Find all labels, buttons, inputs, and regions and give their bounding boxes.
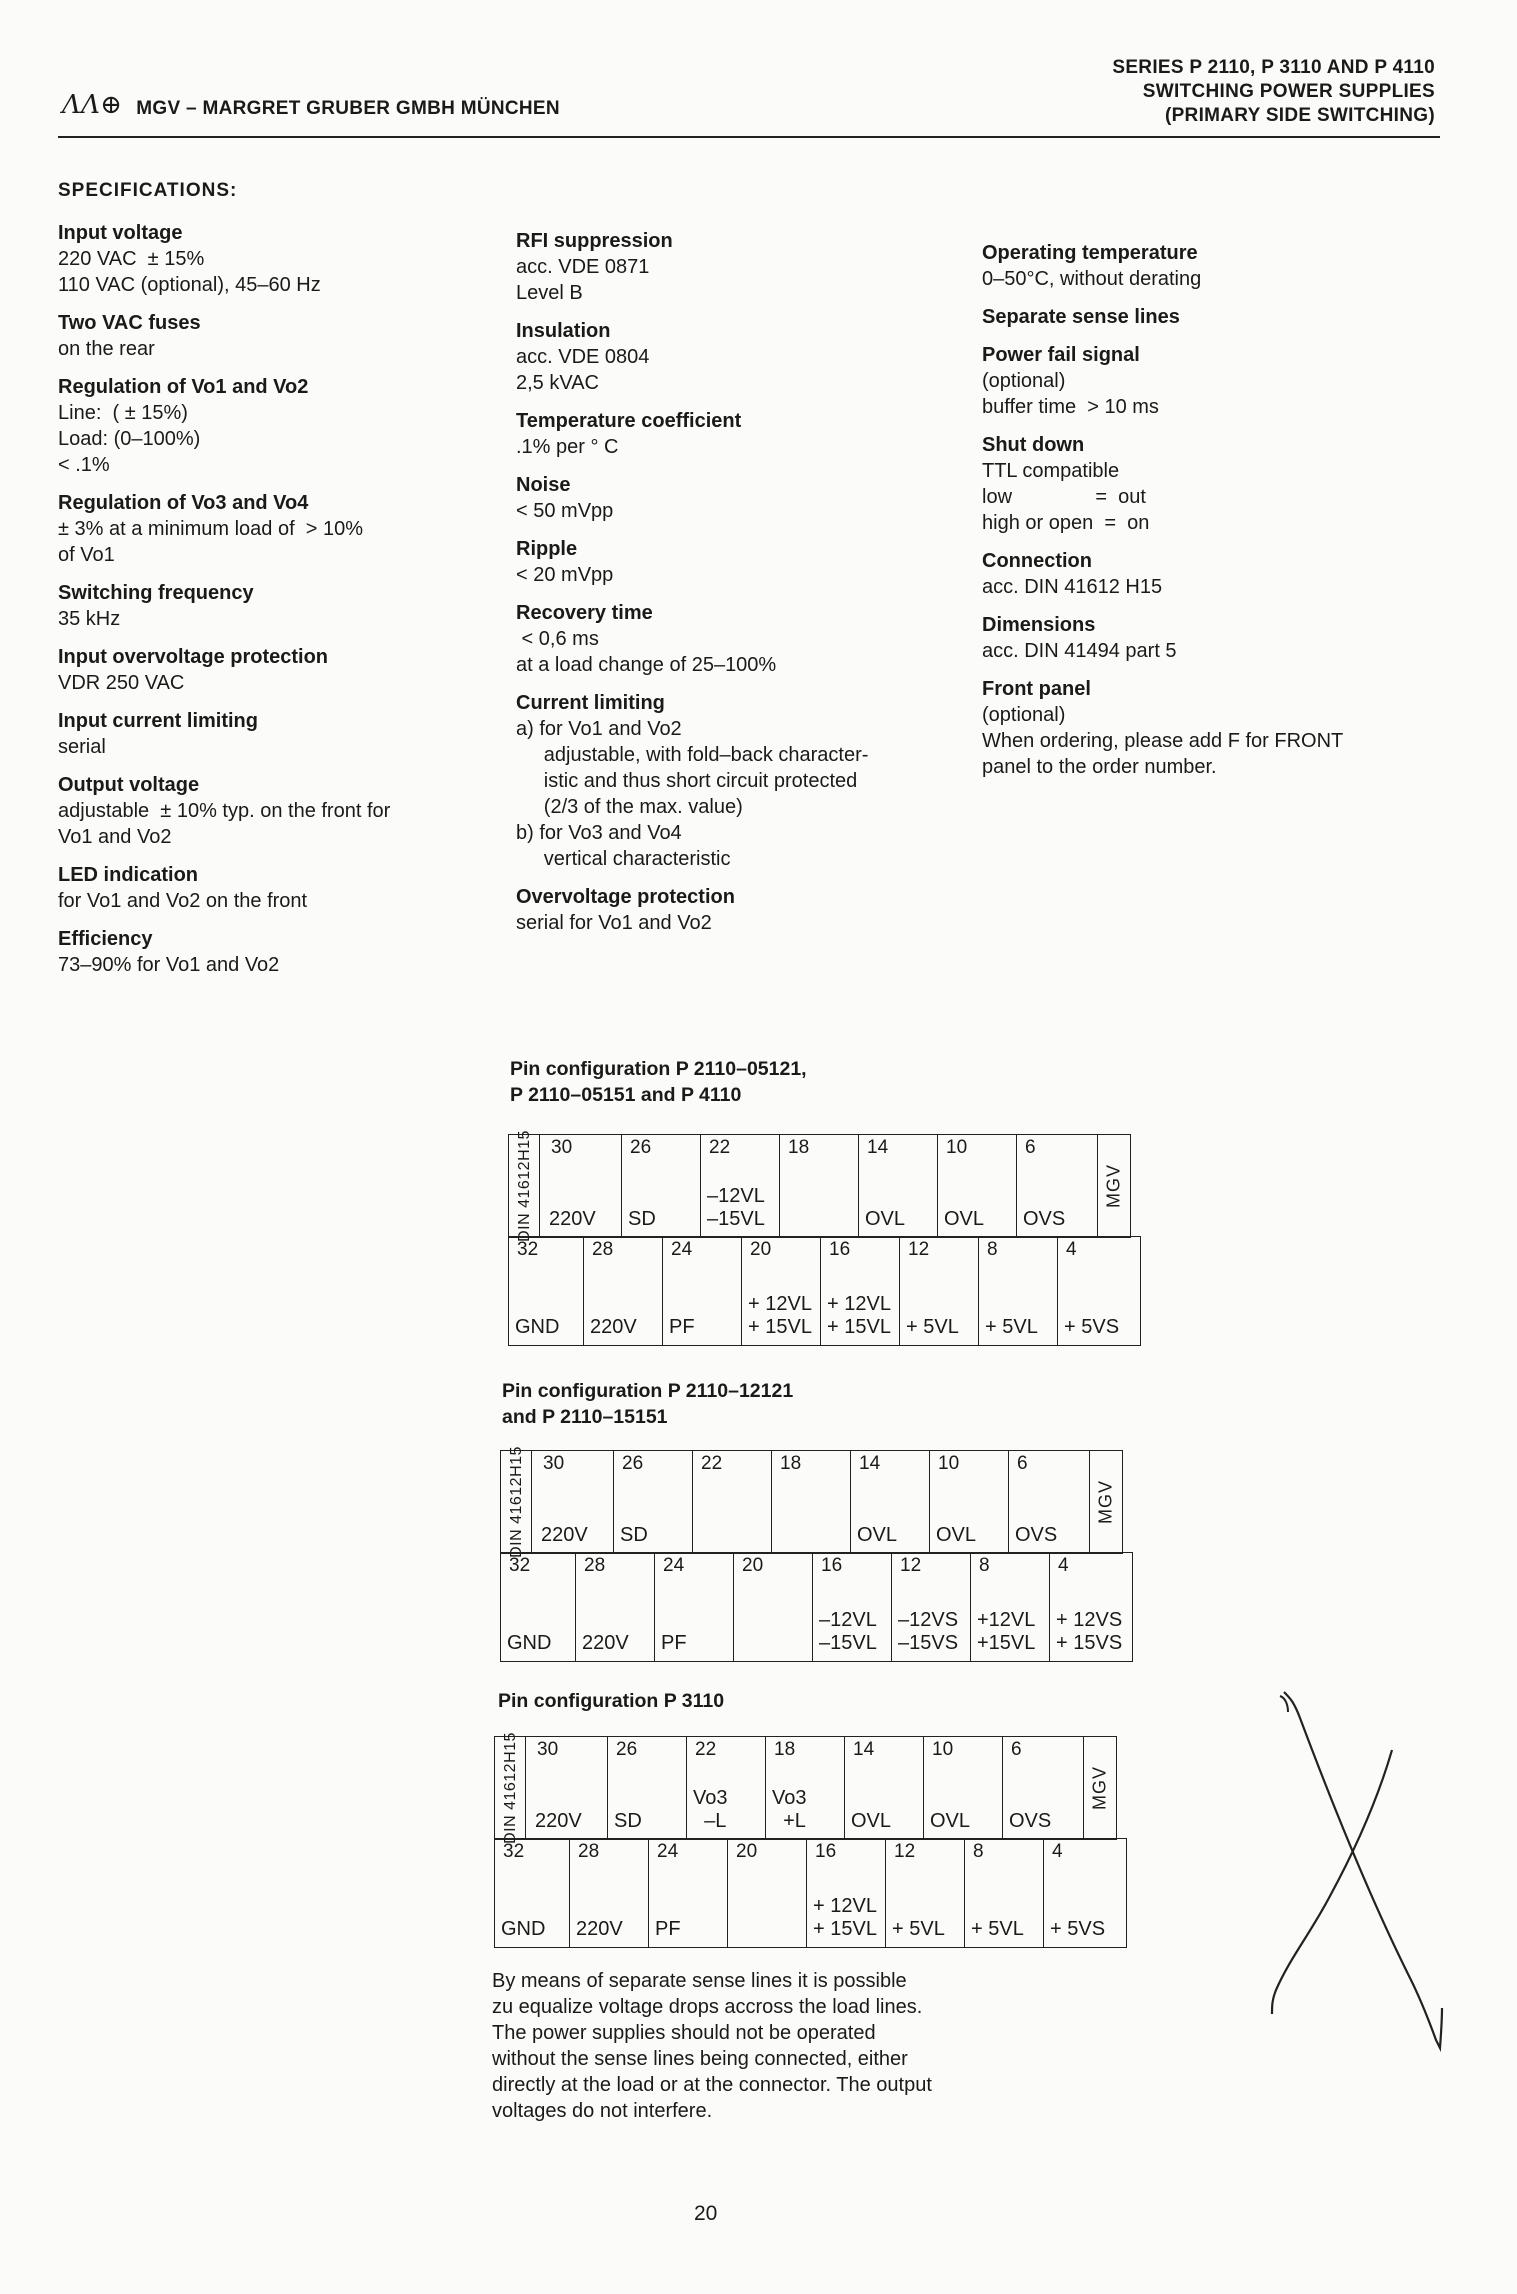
mgv-label-text: MGV [1089, 1765, 1110, 1811]
spec-item [58, 374, 498, 478]
pin-signal: OVL [865, 1208, 906, 1230]
pin-signal: + 5VL [892, 1918, 945, 1940]
spec-item [58, 490, 498, 568]
spec-value: (optional) When ordering, please add F for FRONT panel to the order number. [982, 704, 1344, 778]
spec-title: Overvoltage protection [516, 886, 735, 908]
spec-value: on the rear [58, 338, 155, 360]
pin-cell [663, 1237, 742, 1346]
pin-cell [965, 1839, 1044, 1948]
pin-signal: + 12VL + 15VL [827, 1293, 891, 1338]
spec-item [982, 432, 1442, 536]
pin-number: 26 [630, 1137, 652, 1158]
pin-signal: –12VS –15VS [898, 1609, 959, 1654]
pin-number: 14 [853, 1739, 875, 1760]
spec-title: Output voltage [58, 774, 200, 796]
pin-number: 28 [592, 1239, 614, 1260]
pin-number: 26 [616, 1739, 638, 1760]
pin-number: 22 [695, 1739, 717, 1760]
specifications-heading: SPECIFICATIONS: [58, 180, 238, 201]
pin-number: 18 [774, 1739, 796, 1760]
header-rule [58, 136, 1440, 138]
pin-cell [1044, 1839, 1127, 1948]
pin-signal: 220V [576, 1918, 623, 1940]
spec-item [516, 228, 946, 306]
spec-title: Insulation [516, 320, 611, 342]
pin-signal: Vo3 –L [693, 1787, 728, 1832]
spec-item [58, 926, 498, 978]
pin-table-bottom-row [508, 1236, 1141, 1346]
pin-cell [1003, 1737, 1084, 1840]
pin-cell [622, 1135, 701, 1238]
pin-number: 30 [543, 1453, 565, 1474]
spec-item [58, 772, 498, 850]
pin-signal: OVL [944, 1208, 985, 1230]
pin-signal: + 12VS + 15VS [1056, 1609, 1123, 1654]
spec-title: Regulation of Vo3 and Vo4 [58, 492, 309, 514]
pin-signal: SD [614, 1810, 642, 1832]
spec-column-1 [58, 220, 498, 990]
pin-number: 12 [900, 1555, 922, 1576]
spec-value: acc. DIN 41612 H15 [982, 576, 1163, 598]
pin-cell [845, 1737, 924, 1840]
pin-number: 6 [1011, 1739, 1022, 1760]
pin-signal: OVS [1009, 1810, 1052, 1832]
page-number: 20 [694, 2202, 718, 2225]
spec-item [516, 408, 946, 460]
pin-table-top-row [500, 1446, 1123, 1558]
spec-item [58, 862, 498, 914]
spec-column-2 [516, 228, 946, 948]
pin-signal: OVL [930, 1810, 971, 1832]
spec-value: Line: ( ± 15%) Load: (0–100%) < .1% [58, 402, 201, 476]
pin-table-top-row [508, 1130, 1131, 1242]
pin-number: 22 [701, 1453, 723, 1474]
pin-signal: 220V [549, 1208, 596, 1230]
pin-cell [495, 1732, 608, 1844]
pin-number: 16 [829, 1239, 851, 1260]
din-divider [531, 1451, 532, 1553]
spec-title: Temperature coefficient [516, 410, 742, 432]
pin-number: 8 [987, 1239, 998, 1260]
spec-value: TTL compatible low = out high or open = on [982, 460, 1150, 534]
mgv-label-text: MGV [1095, 1479, 1116, 1525]
pin-number: 32 [503, 1841, 525, 1862]
pin-signal: PF [669, 1316, 695, 1338]
pin-cell [728, 1839, 807, 1948]
pin-number: 4 [1052, 1841, 1063, 1862]
pin-cell [772, 1451, 851, 1554]
pin-number: 24 [657, 1841, 679, 1862]
din-divider [525, 1737, 526, 1839]
spec-value: 0–50°C, without derating [982, 268, 1202, 290]
pin-cell [742, 1237, 821, 1346]
pin-cell [501, 1553, 576, 1662]
spec-value: < 0,6 ms at a load change of 25–100% [516, 628, 777, 676]
pin-signal: Vo3 +L [772, 1787, 807, 1832]
pin-signal: 220V [590, 1316, 637, 1338]
spec-item [982, 612, 1442, 664]
spec-item [58, 708, 498, 760]
din-label [509, 1130, 541, 1242]
pin-signal: + 12VL + 15VL [813, 1895, 877, 1940]
pin-cell [859, 1135, 938, 1238]
pin-number: 6 [1025, 1137, 1036, 1158]
pin-signal: GND [501, 1918, 546, 1940]
pin-number: 24 [671, 1239, 693, 1260]
pin-cell [892, 1553, 971, 1662]
pin-cell [655, 1553, 734, 1662]
spec-title: Separate sense lines [982, 306, 1180, 328]
spec-title: Connection [982, 550, 1092, 572]
pin-cell [584, 1237, 663, 1346]
pin-number: 14 [867, 1137, 889, 1158]
mgv-label [1090, 1451, 1123, 1554]
pin-number: 6 [1017, 1453, 1028, 1474]
spec-value: 35 kHz [58, 608, 121, 630]
spec-title: Input overvoltage protection [58, 646, 329, 668]
pin-signal: PF [661, 1632, 687, 1654]
spec-title: Input current limiting [58, 710, 258, 732]
pin-number: 14 [859, 1453, 881, 1474]
pin-number: 12 [894, 1841, 916, 1862]
spec-value: 220 VAC ± 15% 110 VAC (optional), 45–60 Hz [58, 248, 321, 296]
pin-number: 10 [946, 1137, 968, 1158]
spec-title: Recovery time [516, 602, 653, 624]
spec-item [982, 676, 1442, 780]
pin-cell [701, 1135, 780, 1238]
pin-signal: 220V [541, 1524, 588, 1546]
pin-signal: OVL [857, 1524, 898, 1546]
pin-cell [971, 1553, 1050, 1662]
pin-number: 30 [537, 1739, 559, 1760]
pin-number: 18 [780, 1453, 802, 1474]
pin-number: 20 [736, 1841, 758, 1862]
pin-cell [821, 1237, 900, 1346]
pin-number: 30 [551, 1137, 573, 1158]
spec-title: RFI suppression [516, 230, 673, 252]
spec-value: serial for Vo1 and Vo2 [516, 912, 712, 934]
pin-number: 8 [973, 1841, 984, 1862]
pin-table-bottom-row [500, 1552, 1133, 1662]
pin-cell [649, 1839, 728, 1948]
pin-cell [900, 1237, 979, 1346]
pin-number: 24 [663, 1555, 685, 1576]
spec-value: < 20 mVpp [516, 564, 614, 586]
spec-item [516, 600, 946, 678]
spec-item [982, 240, 1442, 292]
spec-title: Two VAC fuses [58, 312, 201, 334]
spec-item [58, 644, 498, 696]
spec-title: Noise [516, 474, 571, 496]
spec-title: Efficiency [58, 928, 153, 950]
spec-title: Front panel [982, 678, 1091, 700]
pin-signal: –12VL –15VL [707, 1185, 765, 1230]
spec-item [58, 310, 498, 362]
spec-title: Ripple [516, 538, 578, 560]
spec-item [982, 548, 1442, 600]
pin-cell [1050, 1553, 1133, 1662]
pin-cell [807, 1839, 886, 1948]
pin-number: 4 [1058, 1555, 1069, 1576]
pin-cell [979, 1237, 1058, 1346]
din-label [495, 1732, 527, 1844]
pin-table-bottom-row [494, 1838, 1127, 1948]
pin-cell [495, 1839, 570, 1948]
pin-number: 28 [584, 1555, 606, 1576]
din-label-text: DIN 41612H15 [516, 1130, 533, 1242]
spec-item [516, 690, 946, 872]
pin-cell [509, 1237, 584, 1346]
pin-signal: +12VL +15VL [977, 1609, 1036, 1654]
pin-cell [570, 1839, 649, 1948]
pin-cell [693, 1451, 772, 1554]
spec-title: Power fail signal [982, 344, 1140, 366]
spec-title: Regulation of Vo1 and Vo2 [58, 376, 309, 398]
pin-signal: + 5VL [985, 1316, 1038, 1338]
pin-cell [851, 1451, 930, 1554]
spec-value: < 50 mVpp [516, 500, 614, 522]
spec-column-3 [982, 240, 1442, 792]
series-title [1112, 56, 1435, 128]
handwritten-cross-mark [1260, 1688, 1450, 2068]
pin-signal: OVS [1015, 1524, 1058, 1546]
pin-signal: + 5VL [971, 1918, 1024, 1940]
pin-cell [1009, 1451, 1090, 1554]
mgv-label-text: MGV [1103, 1163, 1124, 1209]
company-logo: ΛΛ⊕ [62, 90, 123, 120]
pin-number: 32 [517, 1239, 539, 1260]
spec-item [58, 580, 498, 632]
pin-cell [501, 1446, 614, 1558]
pin-number: 4 [1066, 1239, 1077, 1260]
pin-cell [766, 1737, 845, 1840]
spec-value: a) for Vo1 and Vo2 adjustable, with fold–back character- istic and thus short circuit protected (2/3 of the max. value) b) for Vo3 and Vo4 vertical characteristic [516, 718, 869, 870]
spec-title: Current limiting [516, 692, 665, 714]
spec-value: acc. VDE 0804 2,5 kVAC [516, 346, 650, 394]
spec-item [516, 884, 946, 936]
pin-number: 12 [908, 1239, 930, 1260]
pin-cell [1017, 1135, 1098, 1238]
pin-number: 20 [742, 1555, 764, 1576]
pin-signal: SD [620, 1524, 648, 1546]
pin-signal: GND [515, 1316, 560, 1338]
spec-title: Switching frequency [58, 582, 254, 604]
spec-title: Operating temperature [982, 242, 1198, 264]
pin-signal: + 5VS [1050, 1918, 1106, 1940]
pin-signal: 220V [535, 1810, 582, 1832]
pin-signal: + 12VL + 15VL [748, 1293, 812, 1338]
series-line-3: (PRIMARY SIDE SWITCHING) [1164, 105, 1435, 126]
spec-title: Input voltage [58, 222, 183, 244]
pin-number: 20 [750, 1239, 772, 1260]
pin-cell [886, 1839, 965, 1948]
company-name: MGV – MARGRET GRUBER GMBH MÜNCHEN [136, 98, 560, 119]
spec-value: .1% per ° C [516, 436, 619, 458]
pin-number: 26 [622, 1453, 644, 1474]
pin-number: 18 [788, 1137, 810, 1158]
pin-number: 10 [932, 1739, 954, 1760]
spec-value: ± 3% at a minimum load of > 10% of Vo1 [58, 518, 364, 566]
pin-cell [687, 1737, 766, 1840]
pin-config-title: Pin configuration P 2110–05121, P 2110–05151 and P 4110 [510, 1058, 807, 1106]
pin-number: 10 [938, 1453, 960, 1474]
pin-signal: OVL [851, 1810, 892, 1832]
spec-item [982, 342, 1442, 420]
mgv-label [1084, 1737, 1117, 1840]
pin-number: 22 [709, 1137, 731, 1158]
pin-signal: GND [507, 1632, 552, 1654]
pin-signal: –12VL –15VL [819, 1609, 877, 1654]
pin-number: 16 [815, 1841, 837, 1862]
spec-item [516, 318, 946, 396]
spec-title: Shut down [982, 434, 1085, 456]
series-line-1: SERIES P 2110, P 3110 AND P 4110 [1112, 57, 1435, 78]
pin-signal: SD [628, 1208, 656, 1230]
pin-cell [608, 1737, 687, 1840]
pin-signal: OVL [936, 1524, 977, 1546]
pin-cell [813, 1553, 892, 1662]
spec-item [516, 536, 946, 588]
pin-signal: OVS [1023, 1208, 1066, 1230]
spec-item [982, 304, 1442, 330]
pin-cell [509, 1130, 622, 1242]
pin-config-title: Pin configuration P 2110–12121 and P 2110–15151 [502, 1380, 794, 1428]
pin-signal: PF [655, 1918, 681, 1940]
pin-signal: + 5VL [906, 1316, 959, 1338]
din-label [501, 1446, 533, 1558]
pin-signal: 220V [582, 1632, 629, 1654]
sense-lines-note: By means of separate sense lines it is possible zu equalize voltage drops accross the load lines. The power supplies should not be operated without the sense lines being connected, either directly at the load or at the connector. The output voltages do not interfere. [492, 1970, 932, 2122]
pin-cell [930, 1451, 1009, 1554]
mgv-label [1098, 1135, 1131, 1238]
spec-title: Dimensions [982, 614, 1096, 636]
din-label-text: DIN 41612H15 [502, 1732, 519, 1844]
pin-cell [780, 1135, 859, 1238]
pin-cell [734, 1553, 813, 1662]
pin-config-title: Pin configuration P 3110 [498, 1690, 725, 1712]
spec-title: LED indication [58, 864, 198, 886]
spec-value: (optional) buffer time > 10 ms [982, 370, 1159, 418]
pin-number: 32 [509, 1555, 531, 1576]
company-header [62, 90, 560, 120]
pin-cell [924, 1737, 1003, 1840]
pin-signal: + 5VS [1064, 1316, 1120, 1338]
spec-value: serial [58, 736, 106, 758]
pin-number: 8 [979, 1555, 990, 1576]
pin-cell [576, 1553, 655, 1662]
spec-item [58, 220, 498, 298]
pin-number: 28 [578, 1841, 600, 1862]
pin-cell [614, 1451, 693, 1554]
pin-cell [1058, 1237, 1141, 1346]
series-line-2: SWITCHING POWER SUPPLIES [1142, 81, 1435, 102]
din-label-text: DIN 41612H15 [508, 1446, 525, 1558]
spec-value: acc. DIN 41494 part 5 [982, 640, 1177, 662]
din-divider [539, 1135, 540, 1237]
pin-table-top-row [494, 1732, 1117, 1844]
spec-value: VDR 250 VAC [58, 672, 185, 694]
spec-value: acc. VDE 0871 Level B [516, 256, 650, 304]
spec-value: 73–90% for Vo1 and Vo2 [58, 954, 280, 976]
spec-value: adjustable ± 10% typ. on the front for Vo1 and Vo2 [58, 800, 391, 848]
spec-value: for Vo1 and Vo2 on the front [58, 890, 308, 912]
pin-cell [938, 1135, 1017, 1238]
pin-number: 16 [821, 1555, 843, 1576]
spec-item [516, 472, 946, 524]
